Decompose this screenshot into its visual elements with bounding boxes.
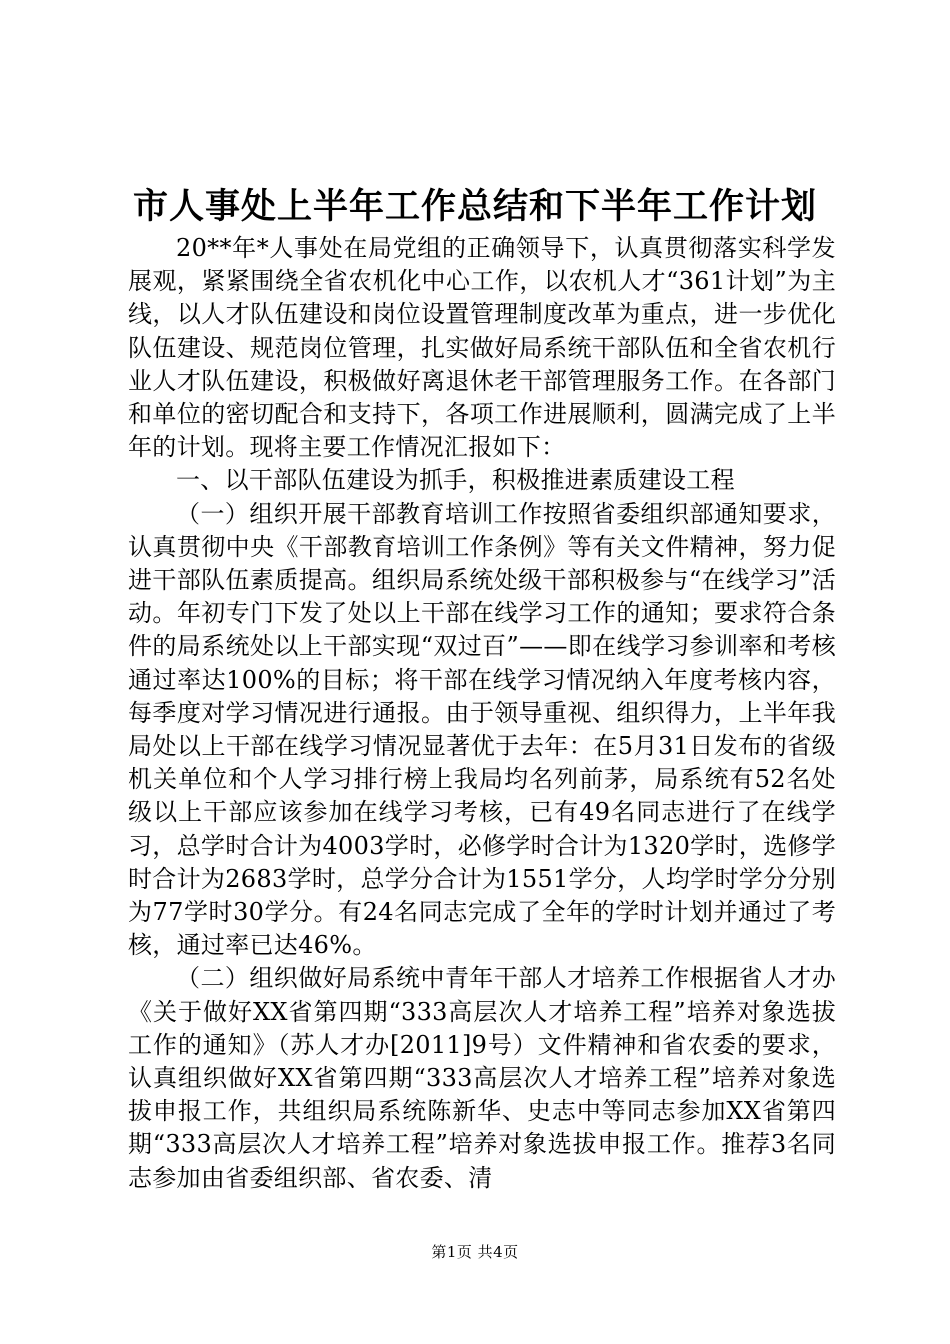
page-footer: 第1页 共4页 bbox=[431, 1243, 519, 1261]
document-title: 市人事处上半年工作总结和下半年工作计划 bbox=[132, 186, 817, 227]
intro-paragraph: 20**年*人事处在局党组的正确领导下，认真贯彻落实科学发展观，紧紧围绕全省农机化中心工作，以农机人才“361计划”为主线，以人才队伍建设和岗位设置管理制度改革为重点，进一步优化队伍建设、规范岗位管理，扎实做好局系统干部队伍和全省农机行业人才队伍建设，积极做好离退休老干部管理服务工作。在各部门和单位的密切配合和支持下，各项工作进展顺利，圆满完成了上半年的计划。现将主要工作情况汇报如下： bbox=[128, 234, 836, 462]
document-body bbox=[128, 232, 836, 1195]
subsection-paragraph-2: （二）组织做好局系统中青年干部人才培养工作根据省人才办《关于做好XX省第四期“333高层次人才培养工程”培养对象选拔工作的通知》（苏人才办[2011]9号）文件精神和省农委的要求，认真组织做好XX省第四期“333高层次人才培养工程”培养对象选拔申报工作，共组织局系统陈新华、史志中等同志参加XX省第四期“333高层次人才培养工程”培养对象选拔申报工作。推荐3名同志参加由省委组织部、省农委、清 bbox=[128, 964, 837, 1192]
subsection-paragraph-1: （一）组织开展干部教育培训工作按照省委组织部通知要求，认真贯彻中央《干部教育培训工作条例》等有关文件精神，努力促进干部队伍素质提高。组织局系统处级干部积极参与“在线学习”活动。年初专门下发了处以上干部在线学习工作的通知；要求符合条件的局系统处以上干部实现“双过百”——即在线学习参训率和考核通过率达100%的目标；将干部在线学习情况纳入年度考核内容，每季度对学习情况进行通报。由于领导重视、组织得力，上半年我局处以上干部在线学习情况显著优于去年：在5月31日发布的省级机关单位和个人学习排行榜上我局均名列前茅，局系统有52名处级以上干部应该参加在线学习考核，已有49名同志进行了在线学习，总学时合计为4003学时，必修学时合计为1320学时，选修学时合计为2683学时，总学分合计为1551学分，人均学时学分分别为77学时30学分。有24名同志完成了全年的学时计划并通过了考核，通过率已达46%。 bbox=[128, 499, 836, 960]
section-heading: 一、以干部队伍建设为抓手，积极推进素质建设工程 bbox=[176, 466, 735, 495]
